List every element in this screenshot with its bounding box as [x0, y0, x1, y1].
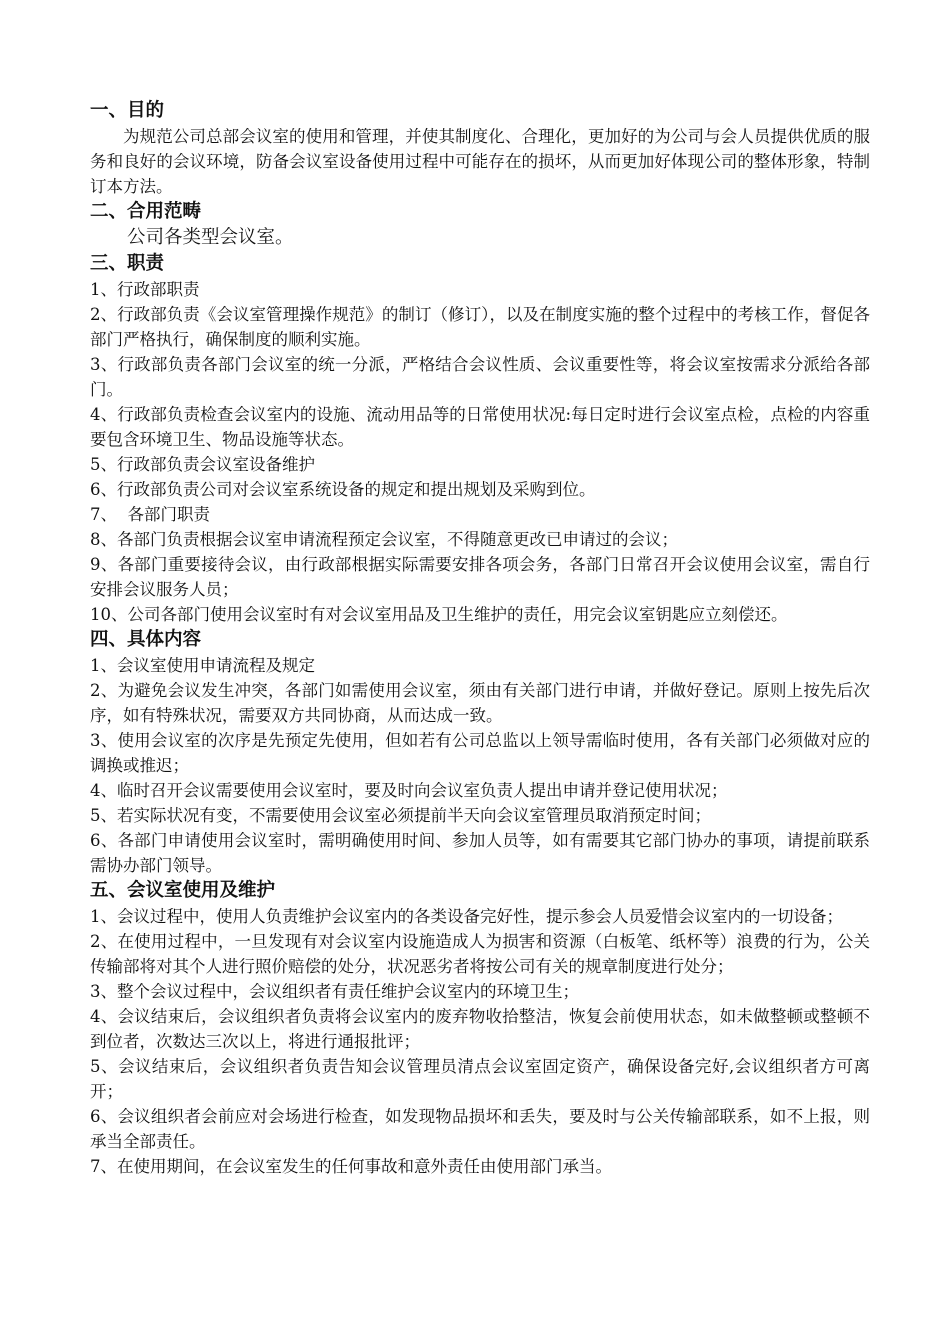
list-item: 7、 各部门职责	[90, 505, 210, 524]
details-list	[90, 653, 870, 878]
list-item: 3、使用会议室的次序是先预定先使用，但如若有公司总监以上领导需临时使用，各有关部门必须做对应的调换或推迟；	[90, 731, 870, 775]
list-item: 5、若实际状况有变，不需要使用会议室必须提前半天向会议室管理员取消预定时间；	[90, 806, 711, 825]
list-item: 3、整个会议过程中，会议组织者有责任维护会议室内的环境卫生；	[90, 982, 579, 1001]
list-item: 7、在使用期间，在会议室发生的任何事故和意外责任由使用部门承当。	[90, 1157, 612, 1176]
list-item: 5、会议结束后，会议组织者负责告知会议管理员清点会议室固定资产，确保设备完好,会议组织者方可离开；	[90, 1057, 870, 1101]
list-item: 10、公司各部门使用会议室时有对会议室用品及卫生维护的责任，用完会议室钥匙应立刻偿还。	[90, 605, 788, 624]
section-heading-details: 四、具体内容	[90, 629, 202, 650]
list-item: 6、会议组织者会前应对会场进行检查，如发现物品损坏和丢失，要及时与公关传输部联系，如不上报，则承当全部责任。	[90, 1107, 870, 1151]
section-heading-responsibilities: 三、职责	[90, 253, 165, 274]
list-item: 4、行政部负责检查会议室内的设施、流动用品等的日常使用状况:每日定时进行会议室点检，点检的内容重要包含环境卫生、物品设施等状态。	[90, 405, 870, 449]
section-heading-scope: 二、合用范畴	[90, 201, 202, 222]
list-item: 4、会议结束后，会议组织者负责将会议室内的废弃物收拾整洁，恢复会前使用状态，如未做整顿或整顿不到位者，次数达三次以上，将进行通报批评；	[90, 1007, 870, 1051]
list-item: 9、各部门重要接待会议，由行政部根据实际需要安排各项会务，各部门日常召开会议使用会议室，需自行安排会议服务人员；	[90, 555, 870, 599]
list-item: 2、为避免会议发生冲突，各部门如需使用会议室，须由有关部门进行申请，并做好登记。原则上按先后次序，如有特殊状况，需要双方共同协商，从而达成一致。	[90, 681, 870, 725]
list-item: 1、会议过程中，使用人负责维护会议室内的各类设备完好性，提示参会人员爱惜会议室内的一切设备；	[90, 907, 843, 926]
document-page	[90, 98, 870, 1179]
list-item: 8、各部门负责根据会议室申请流程预定会议室，不得随意更改已申请过的会议；	[90, 530, 678, 549]
list-item: 3、行政部负责各部门会议室的统一分派，严格结合会议性质、会议重要性等，将会议室按需求分派给各部门。	[90, 355, 870, 399]
responsibilities-list	[90, 277, 870, 627]
list-item: 2、行政部负责《会议室管理操作规范》的制订（修订），以及在制度实施的整个过程中的考核工作，督促各部门严格执行，确保制度的顺利实施。	[90, 305, 870, 349]
list-item: 2、在使用过程中，一旦发现有对会议室内设施造成人为损害和资源（白板笔、纸杯等）浪费的行为，公关传输部将对其个人进行照价赔偿的处分，状况恶劣者将按公司有关的规章制度进行处分；	[90, 932, 870, 976]
list-item: 6、各部门申请使用会议室时，需明确使用时间、参加人员等，如有需要其它部门协办的事项，请提前联系需协办部门领导。	[90, 831, 870, 875]
section-heading-purpose: 一、目的	[90, 100, 165, 121]
purpose-paragraph: 为规范公司总部会议室的使用和管理，并使其制度化、合理化，更加好的为公司与会人员提供优质的服务和良好的会议环境，防备会议室设备使用过程中可能存在的损坏，从而更加好体现公司的整体形象，特制订本方法。	[90, 127, 870, 196]
list-item: 4、临时召开会议需要使用会议室时，要及时向会议室负责人提出申请并登记使用状况；	[90, 781, 728, 800]
usage-maintenance-list	[90, 904, 870, 1179]
section-heading-usage-maintenance: 五、会议室使用及维护	[90, 880, 276, 901]
list-item: 6、行政部负责公司对会议室系统设备的规定和提出规划及采购到位。	[90, 480, 596, 499]
list-item: 5、行政部负责会议室设备维护	[90, 455, 315, 474]
scope-paragraph: 公司各类型会议室。	[127, 227, 294, 248]
list-item: 1、会议室使用申请流程及规定	[90, 656, 315, 675]
list-item: 1、行政部职责	[90, 280, 200, 299]
